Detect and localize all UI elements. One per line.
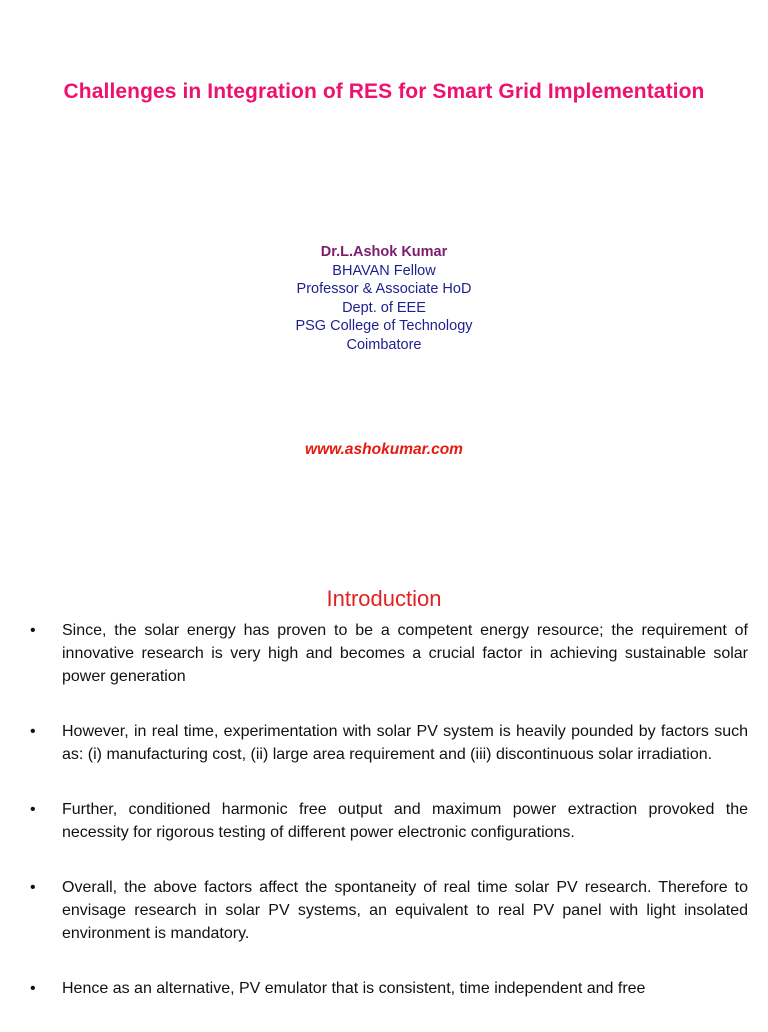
bullet-item — [30, 977, 748, 1000]
bullet-dot: • — [30, 723, 36, 740]
author-city: Coimbatore — [346, 336, 422, 353]
bullet-text: Since, the solar energy has proven to be a competent energy resource; the requirement of innovative research is very high and becomes a crucial factor in achieving sustainable solar power generation — [62, 622, 748, 685]
author-fellowship: BHAVAN Fellow — [332, 262, 436, 279]
author-department: Dept. of EEE — [342, 299, 426, 316]
introduction-bullet-list — [30, 619, 748, 1032]
bullet-text: Further, conditioned harmonic free output and maximum power extraction provoked the necessity for rigorous testing of different power electronic configurations. — [62, 801, 748, 841]
bullet-text: However, in real time, experimentation with solar PV system is heavily pounded by factors such as: (i) manufacturing cost, (ii) large area requirement and (iii) discontinuous solar irradiation. — [62, 723, 748, 763]
bullet-item — [30, 720, 748, 766]
author-position: Professor & Associate HoD — [296, 281, 472, 297]
bullet-item — [30, 876, 748, 945]
bullet-dot: • — [30, 801, 36, 818]
bullet-item — [30, 619, 748, 688]
bullet-item — [30, 798, 748, 844]
bullet-text: Overall, the above factors affect the spontaneity of real time solar PV research. Therefore to envisage research in solar PV systems, an equivalent to real PV panel with light insolated environment is mandatory. — [62, 879, 748, 942]
bullet-dot: • — [30, 879, 36, 896]
bullet-dot: • — [30, 980, 36, 997]
introduction-heading: Introduction — [326, 586, 442, 611]
author-college: PSG College of Technology — [295, 318, 473, 334]
author-block — [0, 243, 768, 354]
bullet-text: Hence as an alternative, PV emulator that is consistent, time independent and free — [62, 980, 646, 997]
website-link[interactable]: www.ashokumar.com — [305, 441, 463, 458]
author-name: Dr.L.Ashok Kumar — [320, 244, 448, 260]
bullet-dot: • — [30, 622, 36, 639]
slide-title: Challenges in Integration of RES for Smart Grid Implementation — [63, 80, 705, 103]
